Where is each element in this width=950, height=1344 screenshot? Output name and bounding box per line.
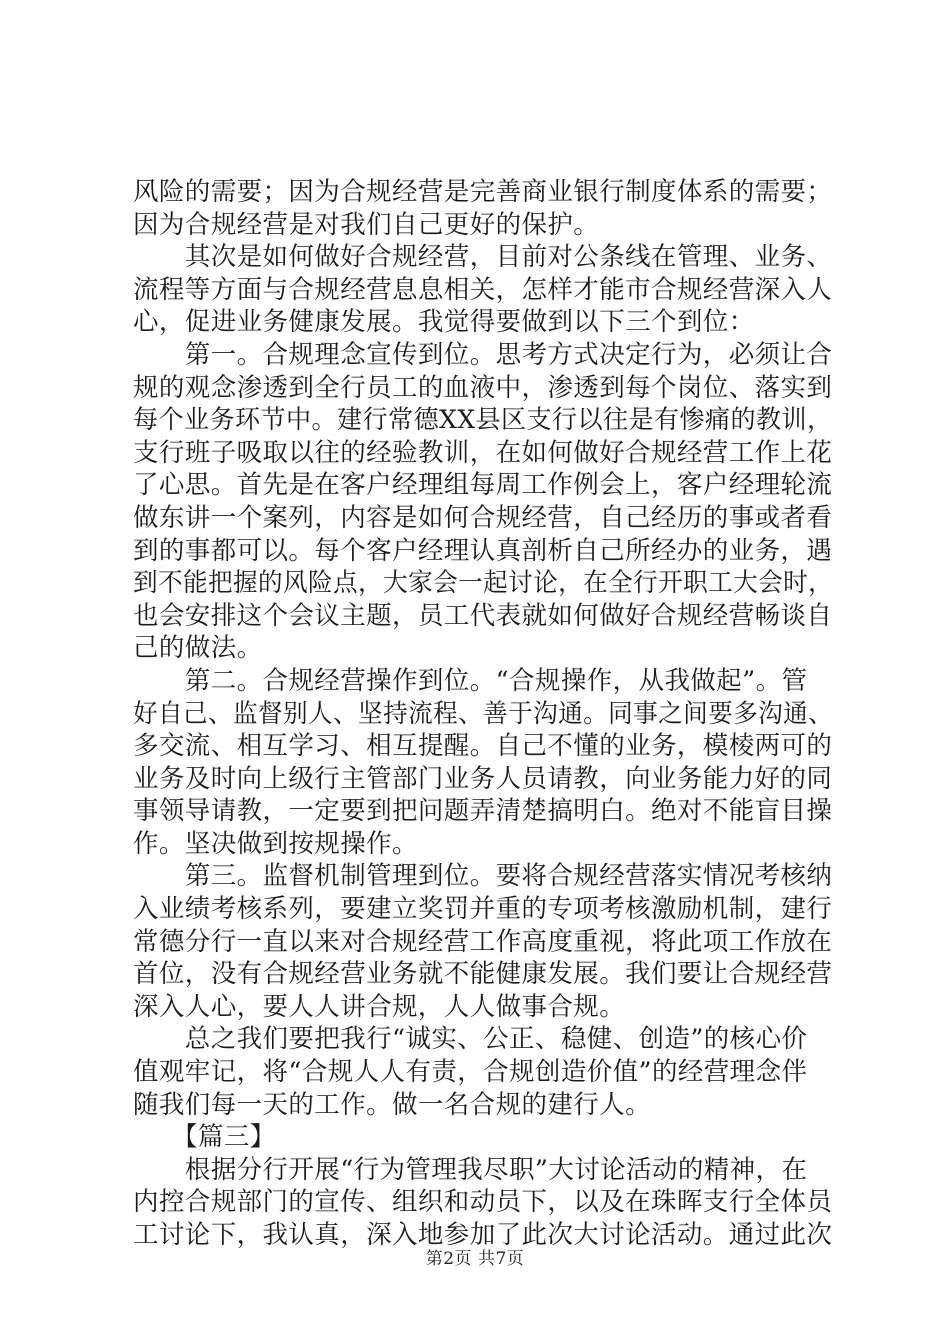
text-line: 每个业务环节中。建行常德XX县区支行以往是有惨痛的教训， [133, 405, 833, 436]
text-line: 也会安排这个会议主题，员工代表就如何做好合规经营畅谈自 [133, 600, 833, 631]
text-line: 规的观念渗透到全行员工的血液中，渗透到每个岗位、落实到 [133, 372, 833, 403]
text-line: 首位，没有合规经营业务就不能健康发展。我们要让合规经营 [133, 959, 833, 990]
text-line: 支行班子吸取以往的经验教训，在如何做好合规经营工作上花 [133, 437, 833, 468]
text-line: 好自己、监督别人、坚持流程、善于沟通。同事之间要多沟通、 [133, 698, 834, 729]
text-line: 值观牢记，将“合规人人有责，合规创造价值”的经营理念伴 [133, 1057, 808, 1088]
text-line: 第三。监督机制管理到位。要将合规经营落实情况考核纳 [133, 861, 833, 892]
text-line: 【篇三】 [133, 1122, 276, 1153]
text-line: 深入人心，要人人讲合规，人人做事合规。 [133, 991, 626, 1022]
text-line: 入业绩考核系列，要建立奖罚并重的专项考核激励机制，建行 [133, 894, 833, 925]
document-body [133, 176, 833, 1252]
text-line: 根据分行开展“行为管理我尽职”大讨论活动的精神，在 [133, 1154, 808, 1185]
text-line: 随我们每一天的工作。做一名合规的建行人。 [133, 1089, 652, 1120]
text-line: 风险的需要；因为合规经营是完善商业银行制度体系的需要； [133, 177, 833, 207]
text-line: 工讨论下，我认真，深入地参加了此次大讨论活动。通过此次 [133, 1220, 833, 1250]
text-line: 业务及时向上级行主管部门业务人员请教，向业务能力好的同 [133, 763, 833, 794]
text-line: 多交流、相互学习、相互提醒。自己不懂的业务，模棱两可的 [133, 731, 833, 762]
text-line: 到不能把握的风险点，大家会一起讨论，在全行开职工大会时， [133, 568, 834, 599]
text-line: 事领导请教，一定要到把问题弄清楚搞明白。绝对不能盲目操 [133, 796, 833, 827]
text-line: 作。坚决做到按规操作。 [133, 828, 418, 859]
text-line: 内控合规部门的宣传、组织和动员下，以及在珠晖支行全体员 [133, 1187, 833, 1218]
text-line: 了心思。首先是在客户经理组每周工作例会上，客户经理轮流 [133, 470, 833, 501]
text-line: 其次是如何做好合规经营，目前对公条线在管理、业务、 [133, 242, 833, 273]
text-line: 因为合规经营是对我们自己更好的保护。 [133, 209, 600, 240]
text-line: 第一。合规理念宣传到位。思考方式决定行为，必须让合 [133, 339, 833, 370]
page-footer: 第2页 共7页 [425, 1249, 525, 1269]
text-line: 心，促进业务健康发展。我觉得要做到以下三个到位： [133, 307, 755, 338]
text-line: 第二。合规经营操作到位。“合规操作，从我做起”。管 [133, 665, 808, 696]
text-line: 常德分行一直以来对合规经营工作高度重视，将此项工作放在 [133, 926, 833, 957]
text-line: 总之我们要把我行“诚实、公正、稳健、创造”的核心价 [133, 1024, 808, 1055]
text-line: 做东讲一个案列，内容是如何合规经营，自己经历的事或者看 [133, 502, 833, 533]
text-line: 流程等方面与合规经营息息相关，怎样才能市合规经营深入人 [133, 274, 833, 305]
text-line: 到的事都可以。每个客户经理认真剖析自己所经办的业务，遇 [133, 535, 833, 566]
text-line: 己的做法。 [133, 633, 263, 664]
